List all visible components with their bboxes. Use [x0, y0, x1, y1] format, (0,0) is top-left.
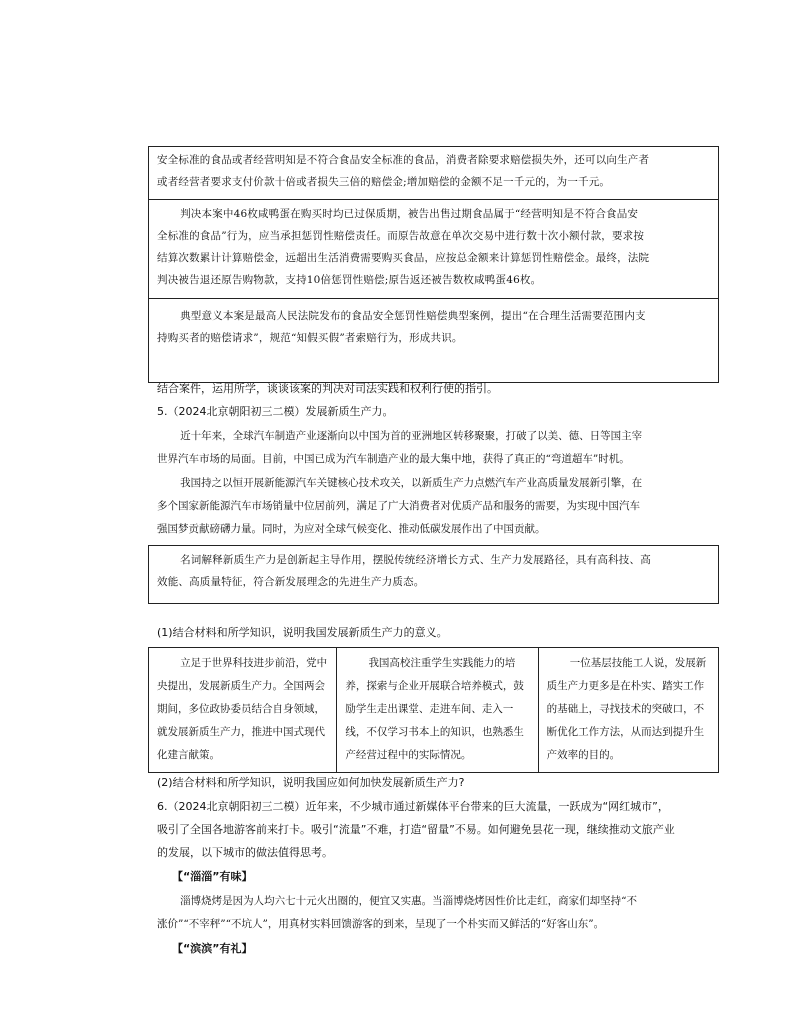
judgment-box — [148, 199, 719, 299]
q5-para2-line: 强国梦贡献磅礴力量。同时，为应对全球气候变化、推动低碳发展作出了中国贡献。 — [157, 523, 546, 535]
judgment-line: 全标准的食品”行为，应当承担惩罚性赔偿责任。而原告故意在单次交易中进行数十次小额付款，要求按 — [157, 230, 645, 242]
q5-sub1-prompt: (1)结合材料和所学知识，说明我国发展新质生产力的意义。 — [157, 626, 448, 639]
material-cell-1: 立足于世界科技进步前沿，党中央提出，发展新质生产力。全国两会期间，多位政协委员结合自身领域，就发展新质生产力，推进中国式现代化建言献策。 — [157, 657, 328, 761]
definition-line: 效能、高质量特征，符合新发展理念的先进生产力质态。 — [157, 576, 425, 588]
significance-line: 持购买者的赔偿请求”，规范“知假买假”者索赔行为，形成共识。 — [157, 332, 463, 344]
definition-line: 名词解释新质生产力是创新起主导作用，摆脱传统经济增长方式、生产力发展路径，具有高科技、高 — [180, 554, 651, 566]
material-cell-2: 我国高校注重学生实践能力的培养，探索与企业开展联合培养模式，鼓励学生走出课堂、走进车间、走入一线，不仅学习书本上的知识，也熟悉生产经营过程中的实际情况。 — [336, 648, 537, 772]
q5-para1-line: 近十年来，全球汽车制造产业逐渐向以中国为首的亚洲地区转移聚聚，打破了以美、德、日等国主宰 — [180, 430, 643, 442]
material-cell-3: 一位基层技能工人说，发展新质生产力更多是在朴实、踏实工作的基础上，寻找技术的突破口，不断优化工作方法，从而达到提升生产效率的目的。 — [538, 648, 718, 772]
binzhou-section-tag: 【“滨滨”有礼】 — [172, 942, 253, 955]
question-6-header-line: 吸引了全国各地游客前来打卡。吸引“流量”不难，打造“留量”不易。如何避免昙花一现，继续推动文旅产业 — [157, 823, 675, 836]
judgment-line: 判决被告退还原告购物款，支持10倍惩罚性赔偿;原告返还被告数枚咸鸭蛋46枚。 — [157, 274, 542, 286]
q5-para1-line: 世界汽车市场的局面。目前，中国已成为汽车制造产业的最大集中地，获得了真正的“弯道超车”时机。 — [157, 453, 630, 465]
question-4-prompt: 结合案件，运用所学，谈谈该案的判决对司法实践和权利行使的指引。 — [157, 382, 498, 395]
judgment-line: 判决本案中46枚咸鸭蛋在购买时均已过保质期，被告出售过期食品属于“经营明知是不符合食品安 — [180, 208, 639, 220]
q5-sub2-prompt: (2)结合材料和所学知识，说明我国应如何加快发展新质生产力? — [157, 776, 465, 789]
question-5-header: 5.（2024北京朝阳初三二模）发展新质生产力。 — [157, 405, 394, 418]
zibo-line: 淄博烧烤是因为人均六七十元火出圈的，便宜又实惠。当淄博烧烤因性价比走红，商家们却坚持“不 — [180, 895, 637, 907]
case-intro — [157, 149, 712, 193]
zibo-line: 涨价”“不宰秤”“不坑人”，用真材实料回馈游客的到来，呈现了一个朴实而又鲜活的“好客山东”。 — [157, 918, 605, 930]
question-6-header-line: 的发展，以下城市的做法值得思考。 — [157, 846, 333, 859]
case-material-box — [148, 146, 719, 383]
case-intro-line: 或者经营者要求支付价款十倍或者损失三倍的赔偿金;增加赔偿的金额不足一千元的，为一千元。 — [157, 176, 611, 188]
case-intro-line: 安全标准的食品或者经营明知是不符合食品安全标准的食品，消费者除要求赔偿损失外，还可以向生产者 — [157, 154, 650, 166]
significance-line: 典型意义本案是最高人民法院发布的食品安全惩罚性赔偿典型案例，提出“在合理生活需要范围内支 — [180, 310, 646, 322]
significance-text — [157, 305, 712, 349]
q5-para2-line: 我国持之以恒开展新能源汽车关键核心技术攻关，以新质生产力点燃汽车产业高质量发展新引擎，在 — [180, 477, 643, 489]
q5-para2-line: 多个国家新能源汽车市场销量中位居前列，满足了广大消费者对优质产品和服务的需要，为实现中国汽车 — [157, 500, 640, 512]
material-cells — [148, 647, 719, 773]
zibo-section-tag: 【“淄淄”有味】 — [172, 870, 253, 883]
definition-box — [148, 545, 719, 604]
question-6-header-line: 6.（2024北京朝阳初三二模）近年来，不少城市通过新媒体平台带来的巨大流量，一跃成为“网红城市”， — [157, 800, 669, 813]
judgment-line: 结算次数累计计算赔偿金，远超出生活消费需要购买食品，应按总金额来计算惩罚性赔偿金。最终，法院 — [157, 252, 650, 264]
